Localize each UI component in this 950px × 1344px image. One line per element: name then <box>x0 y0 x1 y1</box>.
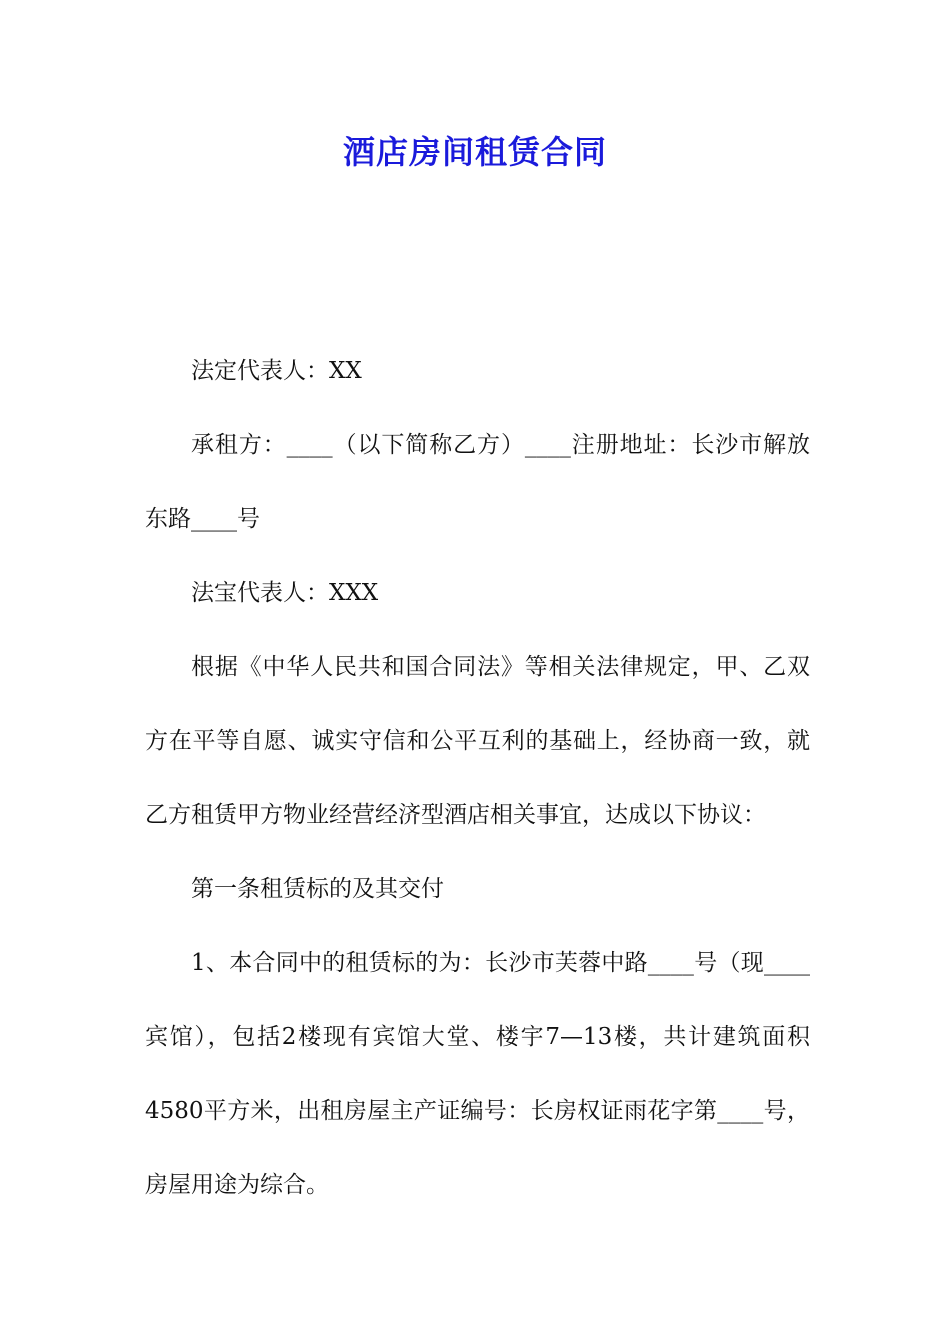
document-body <box>145 334 810 1222</box>
paragraph-legal-basis: 根据《中华人民共和国合同法》等相关法律规定，甲、乙双方在平等自愿、诚实守信和公平互利的基础上，经协商一致，就乙方租赁甲方物业经营经济型酒店相关事宜，达成以下协议： <box>145 654 810 828</box>
section-heading-article-1: 第一条租赁标的及其交付 <box>191 876 444 902</box>
paragraph-legal-representative: 法定代表人：XX <box>191 358 362 384</box>
document-title: 酒店房间租赁合同 <box>342 133 607 171</box>
paragraph-lessee: 承租方：____（以下简称乙方）____注册地址：长沙市解放东路____号 <box>145 432 810 532</box>
paragraph-lease-subject: 1、本合同中的租赁标的为：长沙市芙蓉中路____号（现____宾馆），包括2楼现有宾馆大堂、楼宇7—13楼，共计建筑面积4580平方米，出租房屋主产证编号：长房权证雨花字第____号，房屋用途为综合。 <box>145 950 810 1198</box>
paragraph-lessee-representative: 法宝代表人：XXX <box>191 580 379 606</box>
